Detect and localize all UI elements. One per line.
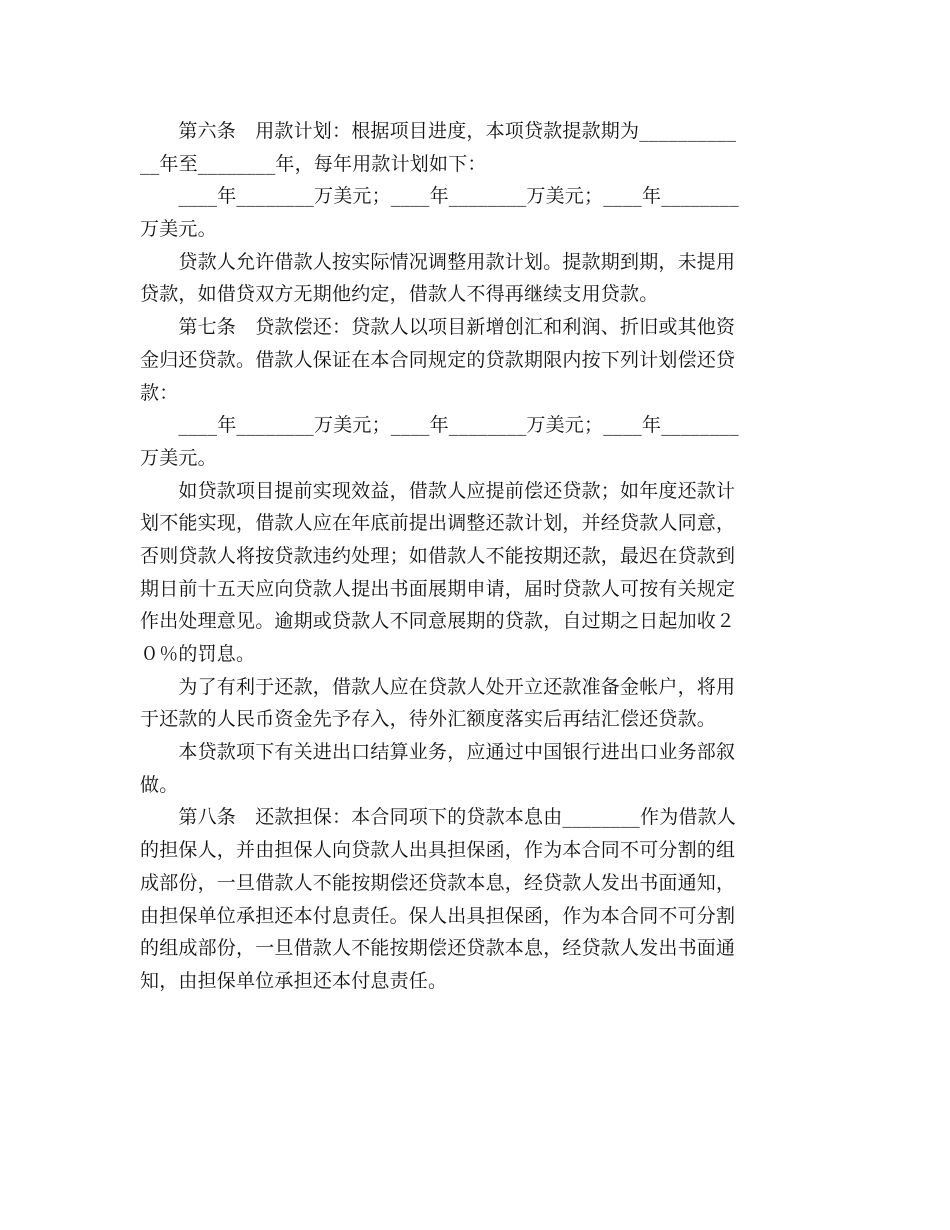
text-line: 知，由担保单位承担还本付息责任。: [140, 969, 448, 992]
text-line: 的担保人，并由担保人向贷款人出具担保函，作为本合同不可分割的组: [140, 839, 736, 862]
text-line: 如贷款项目提前实现效益，借款人应提前偿还贷款；如年度还款计: [140, 479, 736, 502]
text-line: 贷款人允许借款人按实际情况调整用款计划。提款期到期，未提用: [140, 250, 736, 273]
text-line: 第六条 用款计划：根据项目进度，本项贷款提款期为__________: [140, 120, 737, 142]
text-line: 做。: [140, 773, 179, 796]
text-line: 万美元。: [140, 218, 217, 241]
text-line: 作出处理意见。逾期或贷款人不同意展期的贷款，自过期之日起加收２: [140, 610, 736, 633]
text-line: ____年________万美元；____年________万美元；____年________: [140, 414, 739, 437]
text-line: 成部份，一旦借款人不能按期偿还贷款本息，经贷款人发出书面通知，: [140, 871, 736, 894]
text-line: 第八条 还款担保：本合同项下的贷款本息由________作为借款人: [140, 806, 737, 829]
text-line: 由担保单位承担还本付息责任。保人出具担保函，作为本合同不可分割: [140, 904, 736, 927]
text-line: 金归还贷款。借款人保证在本合同规定的贷款期限内按下列计划偿还贷: [140, 348, 736, 371]
text-line: 第七条 贷款偿还：贷款人以项目新增创汇和利润、折旧或其他资: [140, 316, 736, 339]
text-line: 款：: [140, 381, 179, 404]
document-body: [140, 115, 812, 998]
text-line: 本贷款项下有关进出口结算业务，应通过中国银行进出口业务部叙: [140, 741, 736, 764]
text-line: 划不能实现，借款人应在年底前提出调整还款计划，并经贷款人同意，: [140, 512, 736, 535]
text-line: 贷款，如借贷双方无期他约定，借款人不得再继续支用贷款。: [140, 283, 659, 306]
text-line: 期日前十五天应向贷款人提出书面展期申请，届时贷款人可按有关规定: [140, 577, 736, 600]
text-line: 否则贷款人将按贷款违约处理；如借款人不能按期还款，最迟在贷款到: [140, 544, 736, 567]
text-line: ０％的罚息。: [140, 643, 256, 665]
text-line: __年至________年，每年用款计划如下：: [140, 152, 487, 175]
text-line: 的组成部份，一旦借款人不能按期偿还贷款本息，经贷款人发出书面通: [140, 937, 736, 960]
text-line: 于还款的人民币资金先予存入，待外汇额度落实后再结汇偿还贷款。: [140, 708, 717, 731]
text-line: ____年________万美元；____年________万美元；____年________: [140, 185, 739, 208]
text-line: 万美元。: [140, 446, 217, 469]
text-line: 为了有利于还款，借款人应在贷款人处开立还款准备金帐户，将用: [140, 675, 736, 698]
